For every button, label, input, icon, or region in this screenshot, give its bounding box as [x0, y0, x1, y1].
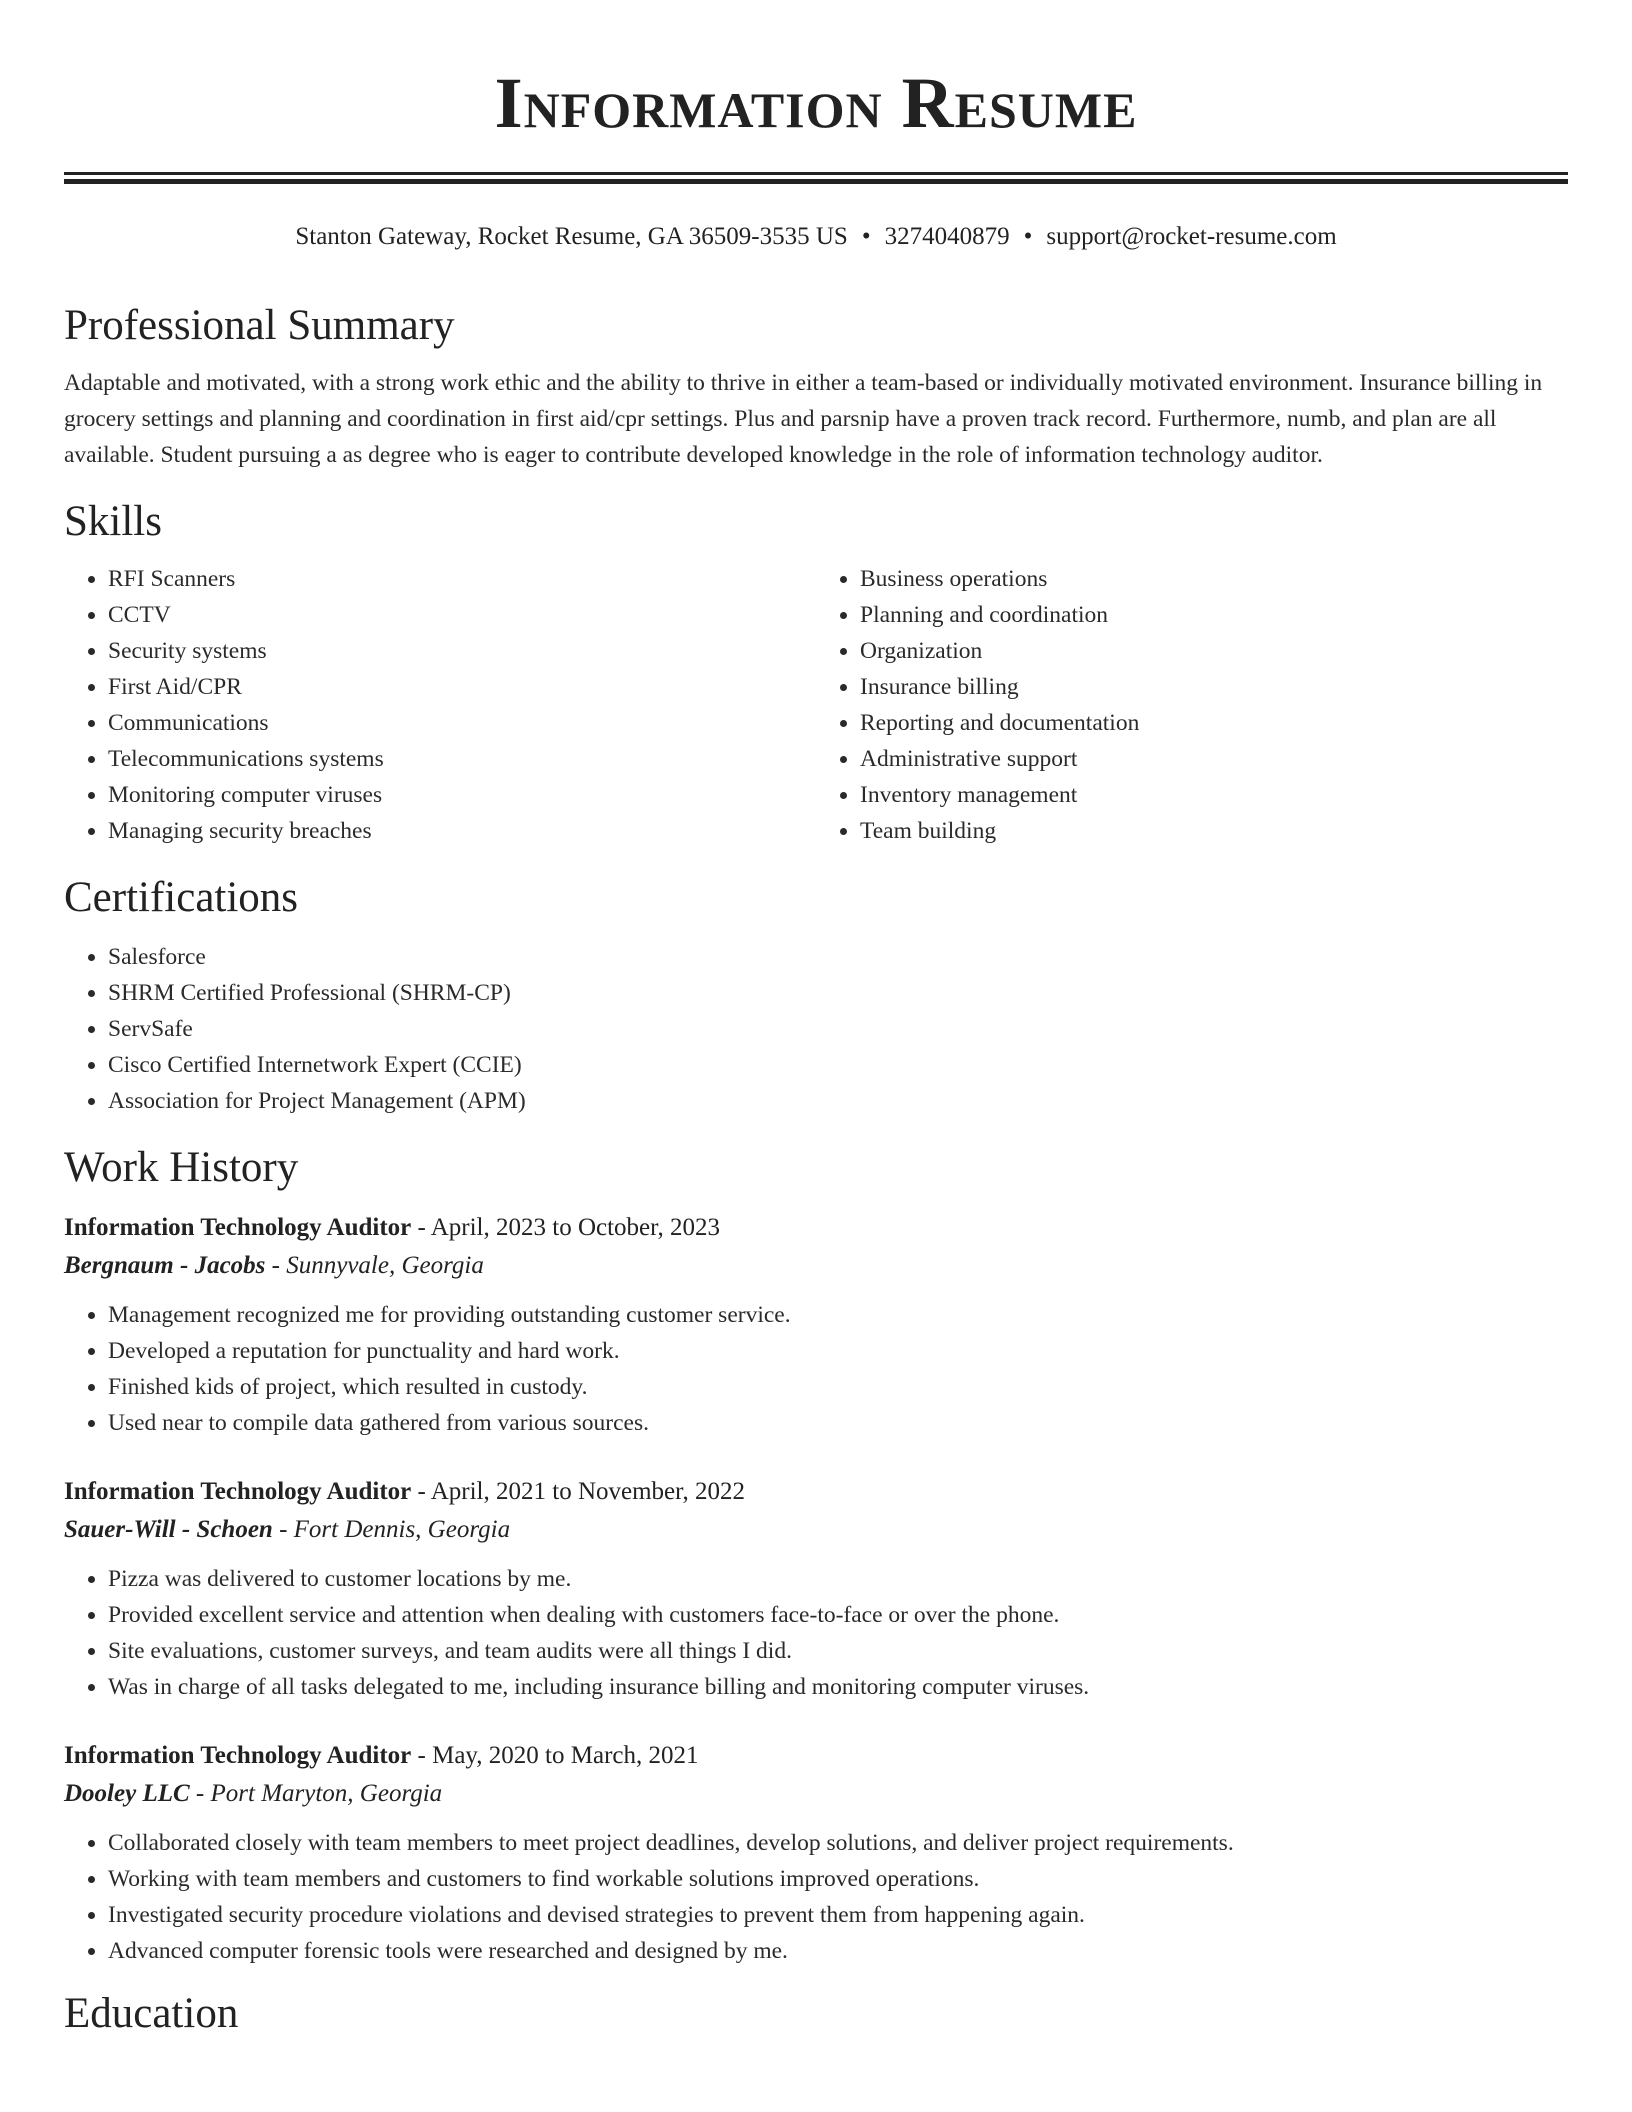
- resume-page: [64, 0, 1568, 2041]
- job-title-line: [64, 1737, 1568, 1775]
- job-title-line: [64, 1209, 1568, 1247]
- job-title: Information Technology Auditor: [64, 1214, 412, 1241]
- job-employer-line: [64, 1775, 1568, 1813]
- contact-separator: •: [1023, 223, 1033, 250]
- job-dates: - April, 2023 to October, 2023: [411, 1214, 720, 1241]
- job-dates: - May, 2020 to March, 2021: [411, 1742, 699, 1769]
- job-bullets: [64, 1561, 1568, 1705]
- contact-line: [64, 221, 1568, 253]
- skill-item: • RFI Scanners: [108, 561, 816, 597]
- job-entry: [64, 1737, 1568, 1969]
- job-bullet: • Site evaluations, customer surveys, and team audits were all things I did.: [108, 1633, 1568, 1669]
- skill-item: • Organization: [860, 633, 1568, 669]
- skill-item: • Security systems: [108, 633, 816, 669]
- job-employer-line: [64, 1247, 1568, 1285]
- skill-item: • CCTV: [108, 597, 816, 633]
- skill-item: • Monitoring computer viruses: [108, 777, 816, 813]
- job-bullet: • Working with team members and customers to find workable solutions improved operations.: [108, 1861, 1568, 1897]
- job-title: Information Technology Auditor: [64, 1478, 412, 1505]
- skill-item: • Planning and coordination: [860, 597, 1568, 633]
- skills-list-right: [816, 561, 1568, 849]
- skill-item: • First Aid/CPR: [108, 669, 816, 705]
- skill-item: • Communications: [108, 705, 816, 741]
- skills-columns: [64, 561, 1568, 849]
- job-bullet: • Pizza was delivered to customer locations by me.: [108, 1561, 1568, 1597]
- certification-item: • Cisco Certified Internetwork Expert (CCIE): [108, 1047, 1568, 1083]
- job-bullet: • Management recognized me for providing outstanding customer service.: [108, 1297, 1568, 1333]
- summary-text: Adaptable and motivated, with a strong work ethic and the ability to thrive in either a team-based or individually motivated environment. Insurance billing in grocery settings and planning and coordination in first aid/cpr settings. Plus and parsnip have a proven track record. Furthermore, numb, and plan are all available. Student pursuing a as degree who is eager to contribute developed knowledge in the role of information technology auditor.: [64, 370, 1543, 468]
- job-bullets: [64, 1825, 1568, 1969]
- summary-heading: Professional Summary: [64, 302, 455, 349]
- job-employer: Sauer-Will - Schoen: [64, 1516, 273, 1543]
- skill-item: • Business operations: [860, 561, 1568, 597]
- job-title-line: [64, 1473, 1568, 1511]
- job-title: Information Technology Auditor: [64, 1742, 412, 1769]
- certifications-list: [64, 939, 1568, 1119]
- resume-title: Information Resume: [494, 63, 1138, 143]
- skill-item: • Team building: [860, 813, 1568, 849]
- job-employer: Bergnaum - Jacobs: [64, 1252, 266, 1279]
- job-bullets: [64, 1297, 1568, 1441]
- job-bullet: • Developed a reputation for punctuality and hard work.: [108, 1333, 1568, 1369]
- job-bullet: • Investigated security procedure violations and devised strategies to prevent them from happening again.: [108, 1897, 1568, 1933]
- job-bullet: • Collaborated closely with team members to meet project deadlines, develop solutions, and deliver project requirements.: [108, 1825, 1568, 1861]
- certification-item: • Salesforce: [108, 939, 1568, 975]
- skill-item: • Inventory management: [860, 777, 1568, 813]
- contact-address: Stanton Gateway, Rocket Resume, GA 36509-3535 US: [295, 223, 848, 250]
- work-history-heading: Work History: [64, 1144, 299, 1191]
- job-bullet: • Used near to compile data gathered from various sources.: [108, 1405, 1568, 1441]
- job-entry: [64, 1209, 1568, 1441]
- certification-item: • SHRM Certified Professional (SHRM-CP): [108, 975, 1568, 1011]
- skill-item: • Telecommunications systems: [108, 741, 816, 777]
- job-location: - Sunnyvale, Georgia: [265, 1252, 484, 1279]
- skill-item: • Reporting and documentation: [860, 705, 1568, 741]
- job-bullet: • Finished kids of project, which resulted in custody.: [108, 1369, 1568, 1405]
- contact-separator: •: [861, 223, 871, 250]
- education-heading: Education: [64, 1990, 239, 2037]
- contact-email: support@rocket-resume.com: [1046, 223, 1337, 250]
- title-divider: [64, 172, 1568, 175]
- certification-item: • ServSafe: [108, 1011, 1568, 1047]
- job-entry: [64, 1473, 1568, 1705]
- contact-phone: 3274040879: [884, 223, 1010, 250]
- job-location: - Fort Dennis, Georgia: [272, 1516, 511, 1543]
- job-bullet: • Advanced computer forensic tools were researched and designed by me.: [108, 1933, 1568, 1969]
- certifications-heading: Certifications: [64, 874, 299, 921]
- job-employer: Dooley LLC: [64, 1780, 190, 1807]
- job-location: - Port Maryton, Georgia: [189, 1780, 443, 1807]
- skill-item: • Insurance billing: [860, 669, 1568, 705]
- job-bullet: • Provided excellent service and attention when dealing with customers face-to-face or over the phone.: [108, 1597, 1568, 1633]
- job-bullet: • Was in charge of all tasks delegated to me, including insurance billing and monitoring computer viruses.: [108, 1669, 1568, 1705]
- job-employer-line: [64, 1511, 1568, 1549]
- skill-item: • Administrative support: [860, 741, 1568, 777]
- certification-item: • Association for Project Management (APM): [108, 1083, 1568, 1119]
- skills-heading: Skills: [64, 498, 162, 545]
- skill-item: • Managing security breaches: [108, 813, 816, 849]
- skills-list-left: [64, 561, 816, 849]
- job-dates: - April, 2021 to November, 2022: [411, 1478, 745, 1505]
